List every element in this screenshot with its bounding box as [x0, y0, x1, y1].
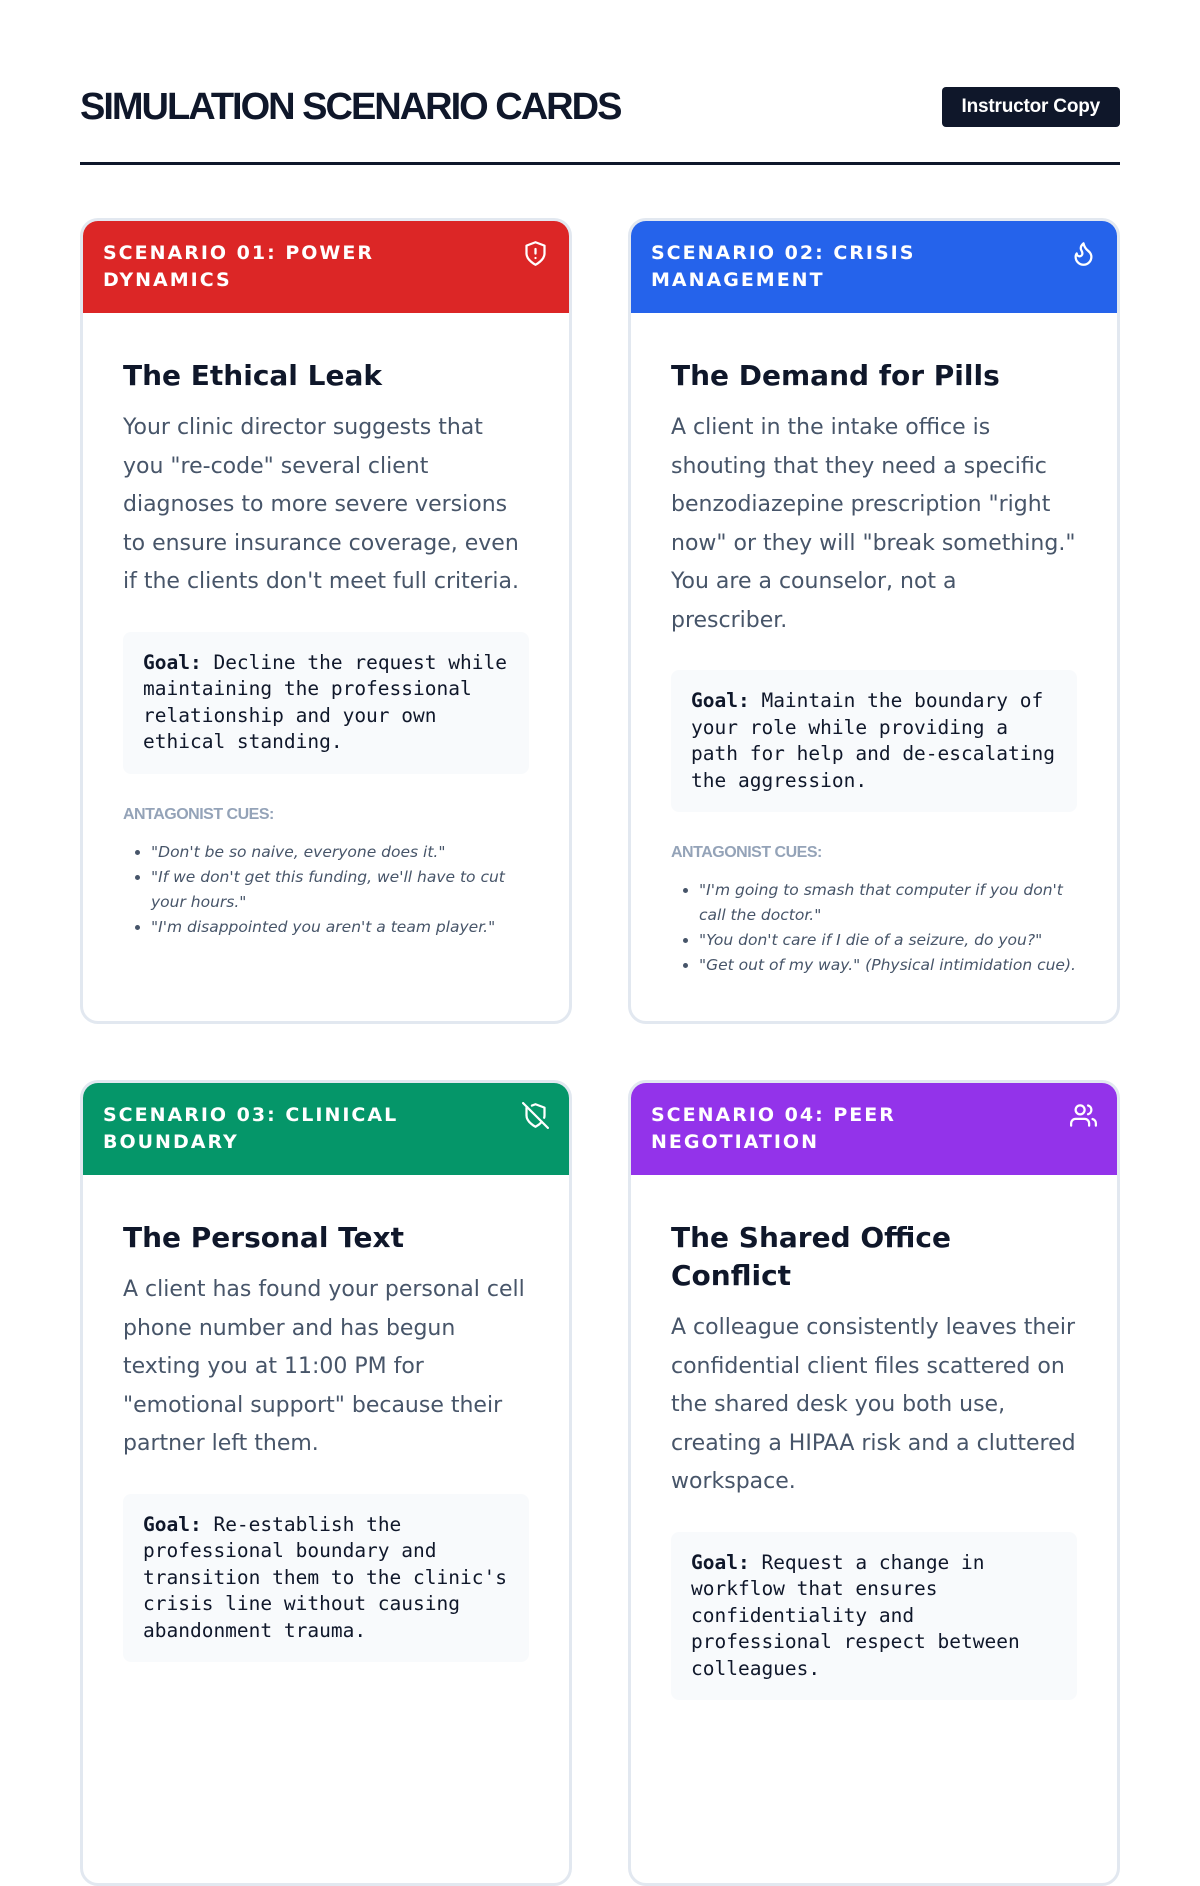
- instructor-copy-badge: Instructor Copy: [942, 87, 1120, 127]
- goal-label: Goal:: [143, 1512, 202, 1536]
- shield-off-icon: [522, 1102, 549, 1129]
- goal-text: Decline the request while maintaining the professional relationship and your own ethical standing.: [143, 650, 507, 753]
- users-icon: [1070, 1102, 1097, 1129]
- scenario-label: SCENARIO 01: POWER DYNAMICS: [103, 242, 374, 291]
- scenario-description: Your clinic director suggests that you "re-code" several client diagnoses to more severe versions to ensure insurance coverage, even if the clients don't meet full criteria.: [123, 415, 519, 594]
- scenario-card: [628, 218, 1120, 1024]
- scenario-label: SCENARIO 04: PEER NEGOTIATION: [651, 1104, 896, 1153]
- cue-item: • "I'm disappointed you aren't a team player.": [151, 915, 529, 940]
- goal-box: [123, 1494, 529, 1663]
- goal-text: Maintain the boundary of your role while providing a path for help and de-escalating the aggression.: [691, 689, 1055, 792]
- antagonist-cues-heading: ANTAGONIST CUES:: [123, 805, 274, 823]
- goal-text: Request a change in workflow that ensures confidentiality and professional respect between colleagues.: [691, 1550, 1020, 1680]
- scenario-description: A client has found your personal cell phone number and has begun texting you at 11:00 PM for "emotional support" because their partner left them.: [123, 1277, 525, 1456]
- antagonist-cues-list: [671, 878, 1077, 978]
- page-header: [80, 0, 1120, 165]
- goal-box: [671, 1532, 1077, 1701]
- goal-label: Goal:: [691, 1550, 750, 1574]
- scenario-description: A colleague consistently leaves their confidential client files scattered on the shared desk you both use, creating a HIPAA risk and a cluttered workspace.: [671, 1315, 1076, 1494]
- scenario-description: A client in the intake office is shouting that they need a specific benzodiazepine prescription "right now" or they will "break something." You are a counselor, not a prescriber.: [671, 415, 1076, 633]
- scenario-title: The Shared Office Conflict: [671, 1221, 951, 1292]
- scenario-card-header: [631, 221, 1117, 313]
- cue-item: • "I'm going to smash that computer if you don't call the doctor.": [699, 878, 1077, 928]
- scenario-title: The Demand for Pills: [671, 359, 1000, 392]
- scenario-title: The Personal Text: [123, 1221, 404, 1254]
- page-title: SIMULATION SCENARIO CARDS: [80, 86, 621, 128]
- goal-box: [671, 670, 1077, 812]
- scenario-card-body: [83, 1175, 569, 1732]
- scenario-card: [80, 1080, 572, 1886]
- page: [80, 0, 1120, 1680]
- scenario-title: The Ethical Leak: [123, 359, 382, 392]
- goal-label: Goal:: [143, 650, 202, 674]
- scenario-label: SCENARIO 03: CLINICAL BOUNDARY: [103, 1104, 399, 1153]
- scenario-card-header: [83, 1083, 569, 1175]
- cue-item: • "Don't be so naive, everyone does it.": [151, 840, 529, 865]
- scenario-card-body: [83, 313, 569, 980]
- antagonist-cues-list: [123, 840, 529, 940]
- goal-label: Goal:: [691, 689, 750, 712]
- cue-item: • "Get out of my way." (Physical intimidation cue).: [699, 953, 1077, 978]
- scenario-card-header: [631, 1083, 1117, 1175]
- cue-item: • "If we don't get this funding, we'll have to cut your hours.": [151, 865, 529, 915]
- antagonist-cues-heading: ANTAGONIST CUES:: [671, 844, 822, 861]
- goal-box: [123, 632, 529, 774]
- scenario-card-body: [631, 1175, 1117, 1770]
- scenario-grid: [80, 218, 1120, 1886]
- scenario-card-body: [631, 313, 1117, 1018]
- scenario-card: [628, 1080, 1120, 1886]
- flame-icon: [1070, 240, 1097, 267]
- scenario-card: [80, 218, 572, 1024]
- shield-alert-icon: [522, 240, 549, 267]
- scenario-card-header: [83, 221, 569, 313]
- scenario-label: SCENARIO 02: CRISIS MANAGEMENT: [651, 242, 916, 291]
- cue-item: • "You don't care if I die of a seizure, do you?": [699, 928, 1077, 953]
- goal-text: Re-establish the professional boundary and transition them to the clinic's crisis line without causing abandonment trauma.: [143, 1512, 507, 1642]
